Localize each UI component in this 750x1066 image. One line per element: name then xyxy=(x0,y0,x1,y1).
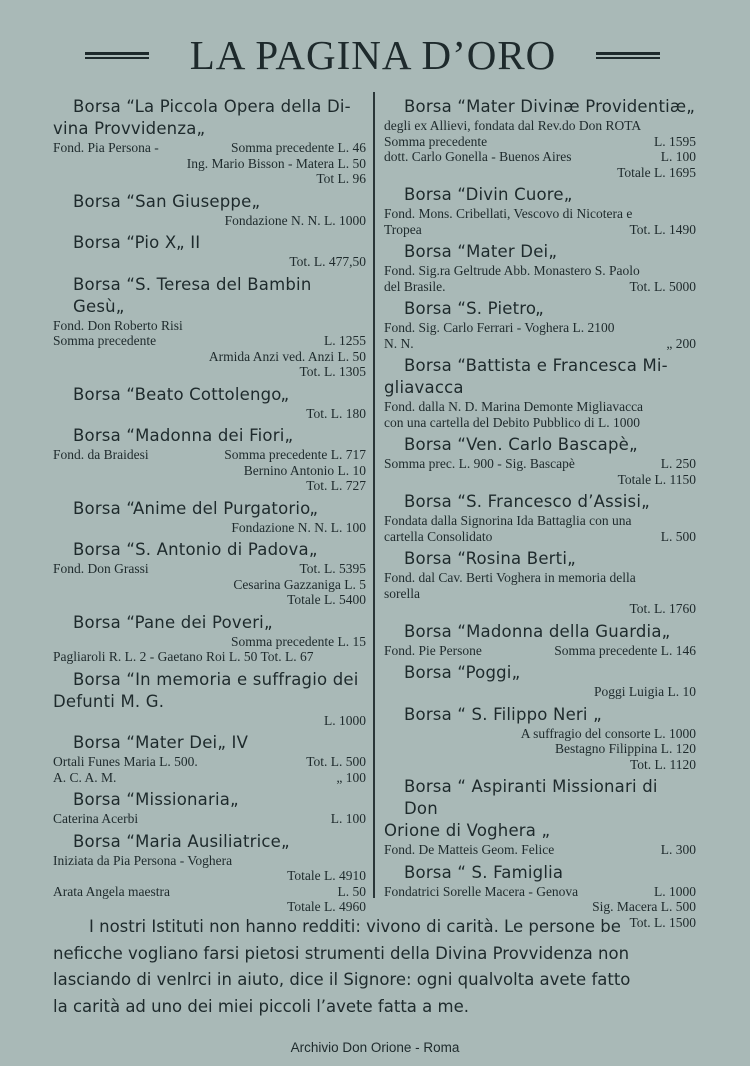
borsa-heading: Borsa “S. Teresa del Bambin Gesù„ xyxy=(73,274,312,316)
borsa-heading: Borsa “S. Francesco d’Assisi„ xyxy=(404,492,650,511)
donation-line: Fond. Sig. Carlo Ferrari - Voghera L. 2100 xyxy=(384,320,615,335)
donation-line: Totale L. 1150 xyxy=(617,471,696,487)
paragraph-line: la carità ad uno dei miei piccoli l’avete fatta a me. xyxy=(53,996,469,1016)
borsa-heading: Borsa “ S. Famiglia xyxy=(404,862,564,882)
borsa-heading: Borsa “In memoria e suffragio dei xyxy=(73,669,359,689)
donation-line xyxy=(384,134,696,150)
donation-line xyxy=(384,279,696,295)
paragraph-line: neficche vogliano farsi pietosi strumenti della Divina Provvidenza non xyxy=(53,943,630,963)
donation-desc: Caterina Acerbi xyxy=(53,811,139,826)
donation-line: Totale L. 4910 xyxy=(287,868,366,883)
donation-desc: N. N. xyxy=(384,335,414,351)
donation-desc: cartella Consolidato xyxy=(384,528,493,544)
donation-line xyxy=(53,447,366,463)
borsa-entry xyxy=(384,241,696,294)
donation-amount: „ 200 xyxy=(666,335,696,351)
paragraph-line: I nostri Istituti non hanno redditi: vivono di carità. Le persone be xyxy=(89,917,621,936)
title-rule-left xyxy=(85,52,149,60)
donation-line xyxy=(384,222,696,238)
borsa-entry xyxy=(53,384,366,422)
borsa-heading: Borsa “Maria Ausiliatrice„ xyxy=(73,831,290,851)
donation-desc: del Brasile. xyxy=(384,278,446,294)
donation-amount: Tot. L. 1490 xyxy=(629,221,696,237)
borsa-heading: Borsa “S. Pietro„ xyxy=(404,299,544,318)
donation-line xyxy=(384,149,696,165)
donation-line: Bernino Antonio L. 10 xyxy=(243,462,366,478)
borsa-entry xyxy=(53,732,366,785)
donation-line: Fond. dal Cav. Berti Voghera in memoria della xyxy=(384,570,636,585)
donation-amount: L. 250 xyxy=(660,456,696,471)
left-column xyxy=(53,92,366,915)
donation-desc: dott. Carlo Gonella - Buenos Aires xyxy=(384,149,572,164)
donation-amount: Tot. L. 500 xyxy=(306,754,366,769)
donation-desc: Tropea xyxy=(384,221,422,237)
donation-line: Tot. L. 1305 xyxy=(299,364,366,379)
donation-amount: L. 300 xyxy=(660,842,696,857)
donation-desc: Somma precedente xyxy=(53,333,157,348)
donation-line: A suffragio del consorte L. 1000 xyxy=(520,725,696,741)
borsa-heading: Borsa “S. Antonio di Padova„ xyxy=(73,540,318,559)
donation-desc: Somma prec. L. 900 - Sig. Bascapè xyxy=(384,456,575,471)
borsa-heading: Borsa “Ven. Carlo Bascapè„ xyxy=(404,435,638,454)
donation-amount: L. 50 xyxy=(337,883,366,899)
donation-line: Bestagno Filippina L. 120 xyxy=(555,741,696,756)
borsa-entry xyxy=(384,776,696,858)
donation-line: degli ex Allievi, fondata dal Rev.do Don ROTA xyxy=(384,118,642,133)
closing-paragraph xyxy=(53,914,695,1020)
donation-line: Fondazione N. N. L. 100 xyxy=(231,519,366,535)
donation-line: L. 1000 xyxy=(324,712,366,728)
donation-line xyxy=(53,770,366,786)
donation-amount: Tot. L. 5395 xyxy=(299,561,366,576)
donation-amount: L. 1255 xyxy=(324,333,366,348)
borsa-entry xyxy=(53,96,366,187)
donation-desc: Fond. Pie Persone xyxy=(384,642,482,658)
borsa-entry xyxy=(384,662,696,700)
right-column xyxy=(384,92,696,930)
donation-line: Fond. Don Roberto Risi xyxy=(53,317,183,333)
borsa-heading: Borsa “Divin Cuore„ xyxy=(404,185,573,204)
donation-desc: Fond. da Braidesi xyxy=(53,447,149,462)
donation-amount: L. 100 xyxy=(660,149,696,164)
borsa-heading: Borsa “ S. Filippo Neri „ xyxy=(404,704,602,724)
donation-desc: Arata Angela maestra xyxy=(53,883,170,899)
borsa-entry xyxy=(53,539,366,608)
borsa-entry xyxy=(384,491,696,544)
donation-desc: Fond. Pia Persona - xyxy=(53,140,159,155)
donation-line: Tot. L. 180 xyxy=(306,405,366,421)
donation-desc: Ortali Funes Maria L. 500. xyxy=(53,754,198,769)
donation-amount: L. 100 xyxy=(330,811,366,826)
archive-footer: Archivio Don Orione - Roma xyxy=(290,1040,460,1055)
page-title: LA PAGINA D’ORO xyxy=(189,32,557,78)
donation-line: Tot. L. 1760 xyxy=(629,601,696,616)
donation-line: Tot. L. 1120 xyxy=(629,756,696,772)
borsa-entry xyxy=(384,548,696,617)
donation-line: Fond. Mons. Cribellati, Vescovo di Nicotera e xyxy=(384,206,633,221)
donation-line xyxy=(53,561,366,577)
donation-line: Fond. dalla N. D. Marina Demonte Migliavacca xyxy=(384,399,644,414)
borsa-heading: Borsa “Madonna dei Fiori„ xyxy=(73,426,294,445)
borsa-entry xyxy=(384,298,696,351)
donation-line: Totale L. 4960 xyxy=(287,899,366,914)
borsa-entry xyxy=(53,612,366,665)
borsa-heading: Borsa “Mater Dei„ xyxy=(404,242,558,261)
donation-line xyxy=(384,842,696,858)
borsa-entry xyxy=(384,96,696,180)
borsa-entry xyxy=(384,704,696,773)
donation-line: Sig. Macera L. 500 xyxy=(592,899,696,914)
donation-line xyxy=(53,884,366,900)
borsa-heading: vina Provvidenza„ xyxy=(53,119,206,138)
donation-line: Somma precedente L. 15 xyxy=(231,633,366,649)
donation-amount: „ 100 xyxy=(336,769,366,785)
donation-line xyxy=(384,456,696,472)
borsa-heading: Borsa “Beato Cottolengo„ xyxy=(73,384,290,404)
borsa-heading: Borsa “Anime del Purgatorio„ xyxy=(73,498,319,518)
borsa-heading: Borsa “Madonna della Guardia„ xyxy=(404,621,671,641)
donation-desc: A. C. A. M. xyxy=(53,769,117,785)
borsa-entry xyxy=(53,498,366,536)
donation-line: Iniziata da Pia Persona - Voghera xyxy=(53,852,233,868)
borsa-entry xyxy=(53,191,366,229)
donation-amount: Somma precedente L. 146 xyxy=(554,642,696,658)
donation-line: Armida Anzi ved. Anzi L. 50 xyxy=(208,348,366,364)
borsa-heading: Borsa “ Aspiranti Missionari di Don xyxy=(404,777,658,818)
donation-desc: Fondatrici Sorelle Macera - Genova xyxy=(384,883,579,899)
borsa-entry xyxy=(384,621,696,659)
donation-amount: Somma precedente L. 46 xyxy=(231,140,366,155)
donation-line: Tot L. 96 xyxy=(316,171,366,186)
title-rule-right xyxy=(596,52,660,60)
borsa-heading: Borsa “La Piccola Opera della Di- xyxy=(73,97,351,116)
borsa-entry xyxy=(53,274,366,380)
donation-line: Cesarina Gazzaniga L. 5 xyxy=(233,576,366,592)
borsa-heading: gliavacca xyxy=(384,378,464,397)
donation-line xyxy=(53,333,366,349)
column-divider xyxy=(373,92,375,898)
donation-line xyxy=(384,529,696,545)
borsa-heading: Borsa “Poggi„ xyxy=(404,663,521,682)
donation-line: Fond. Sig.ra Geltrude Abb. Monastero S. Paolo xyxy=(384,263,640,278)
donation-line: con una cartella del Debito Pubblico di L. 1000 xyxy=(384,414,641,430)
donation-line: Pagliaroli R. L. 2 - Gaetano Roi L. 50 Tot. L. 67 xyxy=(53,649,314,664)
donation-line xyxy=(53,811,366,827)
borsa-entry xyxy=(53,425,366,494)
donation-line xyxy=(53,754,366,770)
donation-line: sorella xyxy=(384,585,420,601)
borsa-entry xyxy=(384,184,696,237)
borsa-entry xyxy=(53,232,366,270)
borsa-heading: Borsa “Rosina Berti„ xyxy=(404,549,576,568)
borsa-heading: Orione di Voghera „ xyxy=(384,821,551,840)
donation-desc: Somma precedente xyxy=(384,133,488,149)
borsa-entry xyxy=(53,831,366,915)
donation-line xyxy=(384,884,696,900)
donation-amount: L. 1000 xyxy=(654,883,696,899)
borsa-entry xyxy=(53,669,366,729)
borsa-heading: Defunti M. G. xyxy=(53,691,165,711)
donation-line: Poggi Luigia L. 10 xyxy=(594,684,696,699)
donation-line xyxy=(384,643,696,659)
donation-line: Totale L. 1695 xyxy=(617,164,696,180)
borsa-heading: Borsa “Mater Divinæ Providentiæ„ xyxy=(404,97,696,116)
donation-line: Totale L. 5400 xyxy=(287,592,366,607)
borsa-heading: Borsa “San Giuseppe„ xyxy=(73,191,261,211)
borsa-entry xyxy=(384,355,696,430)
donation-line: Ing. Mario Bisson - Matera L. 50 xyxy=(186,155,366,171)
donation-line: Tot. L. 727 xyxy=(306,478,366,493)
title-row xyxy=(0,30,750,80)
donation-line xyxy=(53,140,366,156)
donation-amount: L. 500 xyxy=(660,528,696,544)
donation-desc: Fond. Don Grassi xyxy=(53,561,149,576)
donation-desc: Fond. De Matteis Geom. Felice xyxy=(384,842,555,857)
borsa-heading: Borsa “Mater Dei„ IV xyxy=(73,733,249,752)
borsa-heading: Borsa “Pane dei Poveri„ xyxy=(73,612,273,632)
donation-line: Fondazione N. N. L. 1000 xyxy=(224,212,366,228)
donation-line xyxy=(384,336,696,352)
donation-line: Fondata dalla Signorina Ida Battaglia con una xyxy=(384,513,632,528)
donation-line: Tot. L. 1500 xyxy=(629,914,696,930)
donation-line: Tot. L. 477,50 xyxy=(289,254,366,269)
paragraph-line: lasciando di venlrci in aiuto, dice il Signore: ogni qualvolta avete fatto xyxy=(53,970,631,989)
borsa-heading: Borsa “Missionaria„ xyxy=(73,790,239,809)
donation-amount: Somma precedente L. 717 xyxy=(224,447,366,462)
borsa-heading: Borsa “Pio X„ II xyxy=(73,233,201,252)
borsa-entry xyxy=(53,789,366,827)
donation-amount: L. 1595 xyxy=(654,133,696,149)
donation-amount: Tot. L. 5000 xyxy=(629,278,696,294)
borsa-entry xyxy=(384,434,696,487)
borsa-heading: Borsa “Battista e Francesca Mi- xyxy=(404,356,668,375)
